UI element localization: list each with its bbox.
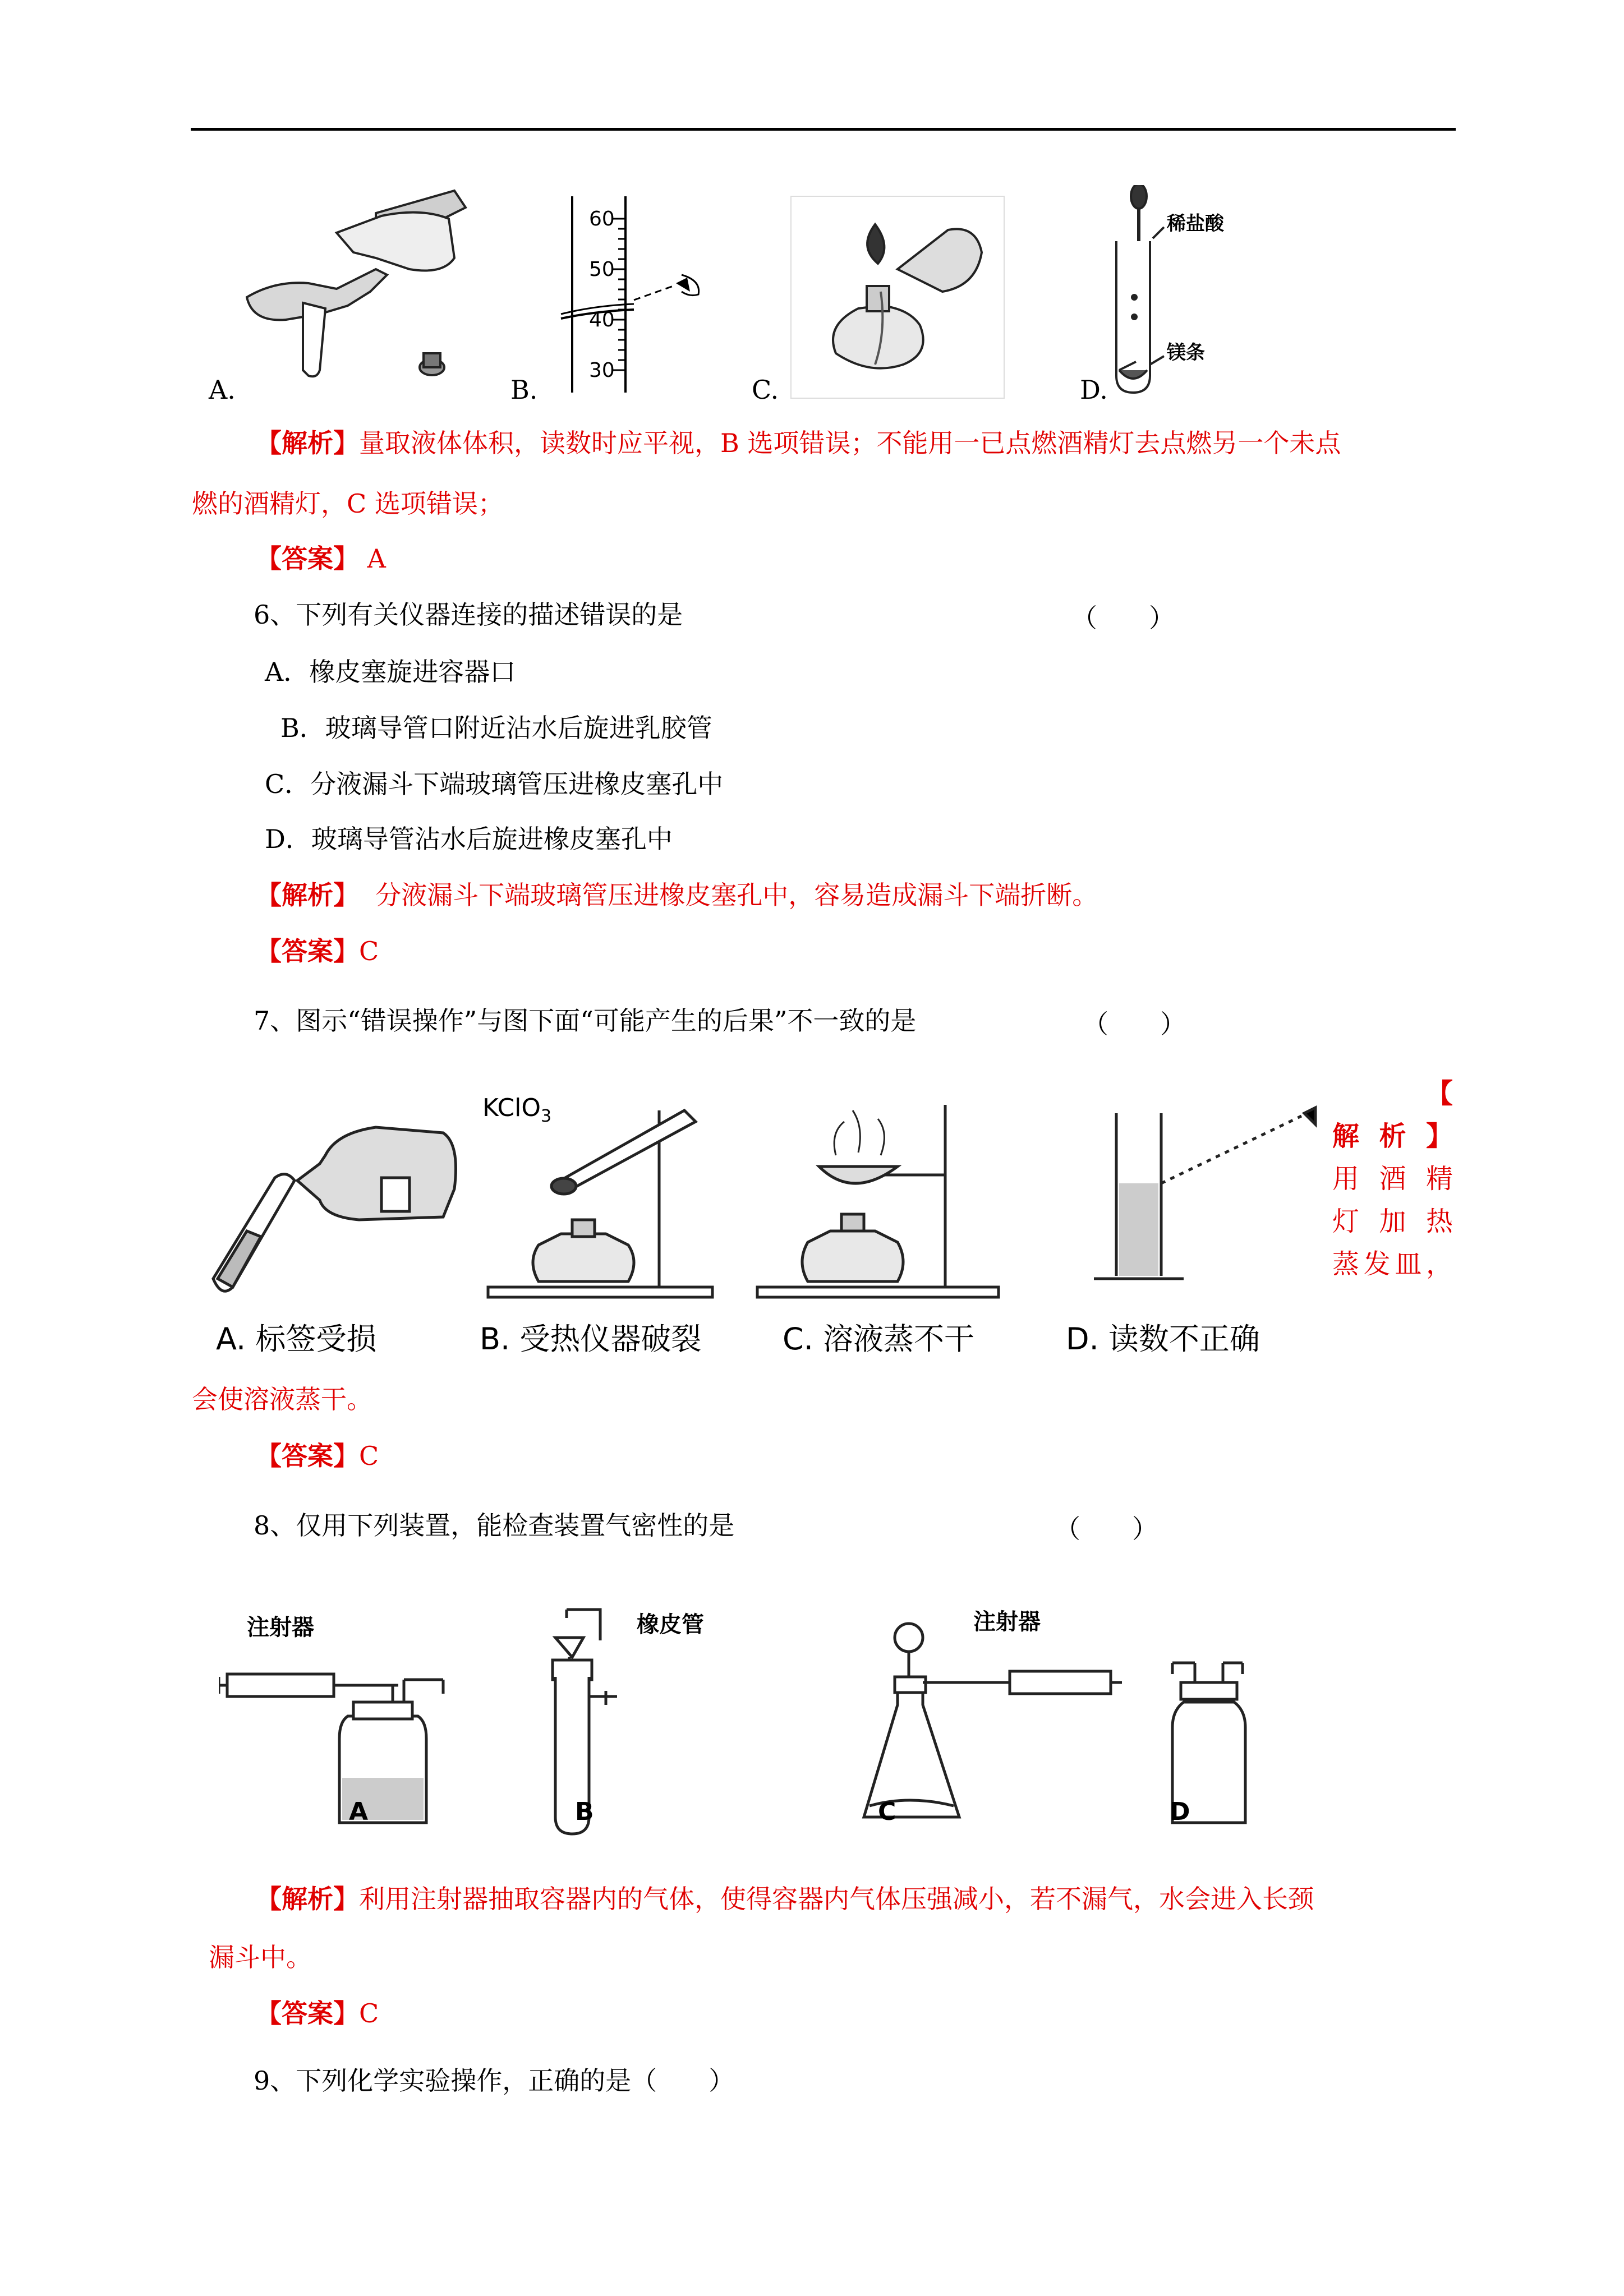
q8-analysis-line1: 【解析】利用注射器抽取容器内的气体，使得容器内气体压强减小，若不漏气，水会进入长颈 [256, 1884, 1314, 1914]
q7-figures [191, 1071, 1318, 1318]
kclo3-label: KClO$_3$ [482, 1094, 552, 1126]
cyl-tick-50: 50 [589, 258, 615, 281]
q8-label-rubber-tube: 橡皮管 [637, 1612, 704, 1638]
q8-letter-c: C [878, 1797, 896, 1826]
q6-option-b: B．玻璃导管口附近沾水后旋进乳胶管 [280, 713, 712, 743]
q6-option-c: C．分液漏斗下端玻璃管压进橡皮塞孔中 [265, 769, 724, 799]
figure-a-pouring [247, 191, 466, 376]
q5-answer: 【答案】 A [256, 543, 386, 574]
q5-analysis-line1: 【解析】量取液体体积，读数时应平视，B 选项错误；不能用一已点燃酒精灯去点燃另一个未点 [256, 428, 1341, 458]
q7-answer-blank: （ ） [1083, 1009, 1186, 1039]
fig-label-a: A. [209, 375, 236, 405]
label-mg-strip: 镁条 [1167, 342, 1205, 364]
q6-stem: 6、下列有关仪器连接的描述错误的是 [254, 600, 683, 630]
cyl-tick-30: 30 [589, 359, 615, 382]
cyl-tick-40: 40 [589, 308, 615, 331]
q7-answer: 【答案】C [256, 1441, 379, 1471]
cyl-tick-60: 60 [589, 208, 615, 230]
q5-figures [208, 185, 1335, 404]
side-line-5: 蒸发皿， [1332, 1248, 1453, 1280]
q5-analysis-line2: 燃的酒精灯，C 选项错误； [192, 488, 504, 519]
q6-option-a: A．橡皮塞旋进容器口 [265, 657, 516, 687]
q7-caption-a: A. 标签受损 [216, 1321, 377, 1357]
side-line-1: 【 [1425, 1078, 1453, 1109]
fig-label-c: C. [752, 375, 779, 405]
q8-letter-b: B [575, 1797, 594, 1826]
q9-stem: 9、下列化学实验操作，正确的是（ ） [254, 2066, 735, 2096]
side-line-2: 解 析 】 [1332, 1121, 1453, 1152]
q7-caption-c: C. 溶液蒸不干 [783, 1321, 975, 1357]
q8-label-syringe-a: 注射器 [247, 1615, 314, 1640]
q6-answer-blank: （ ） [1071, 603, 1175, 633]
q8-analysis-line2: 漏斗中。 [209, 1942, 312, 1972]
q7-stem: 7、图示“错误操作”与图下面“可能产生的后果”不一致的是 [254, 1006, 917, 1036]
q8-stem: 8、仅用下列装置，能检查装置气密性的是 [254, 1510, 735, 1541]
fig-label-b: B. [510, 375, 538, 405]
label-dilute-hcl: 稀盐酸 [1167, 213, 1224, 235]
figure-d-tube [1116, 185, 1164, 393]
figure-b-cylinder [561, 196, 699, 393]
q7-side-analysis [1332, 1072, 1453, 1285]
q8-figures [219, 1593, 1285, 1839]
q8-fig-a [219, 1674, 443, 1823]
q7-caption-d: D. 读数不正确 [1066, 1321, 1260, 1357]
q6-option-d: D．玻璃导管沾水后旋进橡皮塞孔中 [265, 824, 673, 854]
q8-answer-blank: （ ） [1055, 1514, 1158, 1544]
q7-fig-b [488, 1110, 712, 1297]
q8-answer: 【答案】C [256, 1998, 379, 2028]
q8-letter-a: A [349, 1797, 369, 1826]
q7-fig-c [757, 1105, 999, 1297]
q7-analysis-cont: 会使溶液蒸干。 [192, 1384, 372, 1414]
q8-fig-c [864, 1624, 1122, 1817]
q7-fig-d [1094, 1108, 1315, 1279]
side-line-3: 用 酒 精 [1332, 1163, 1453, 1195]
q8-label-syringe-c: 注射器 [973, 1609, 1041, 1635]
q8-letter-d: D [1170, 1797, 1190, 1826]
q6-analysis: 【解析】 分液漏斗下端玻璃管压进橡皮塞孔中，容易造成漏斗下端折断。 [256, 880, 1098, 910]
q7-fig-a [213, 1127, 456, 1291]
q7-caption-b: B. 受热仪器破裂 [480, 1321, 702, 1357]
header-rule [191, 128, 1456, 131]
fig-label-d: D. [1080, 375, 1108, 405]
side-line-4: 灯 加 热 [1332, 1206, 1453, 1237]
figure-c-lamps [791, 196, 1004, 398]
q6-answer: 【答案】C [256, 936, 379, 966]
